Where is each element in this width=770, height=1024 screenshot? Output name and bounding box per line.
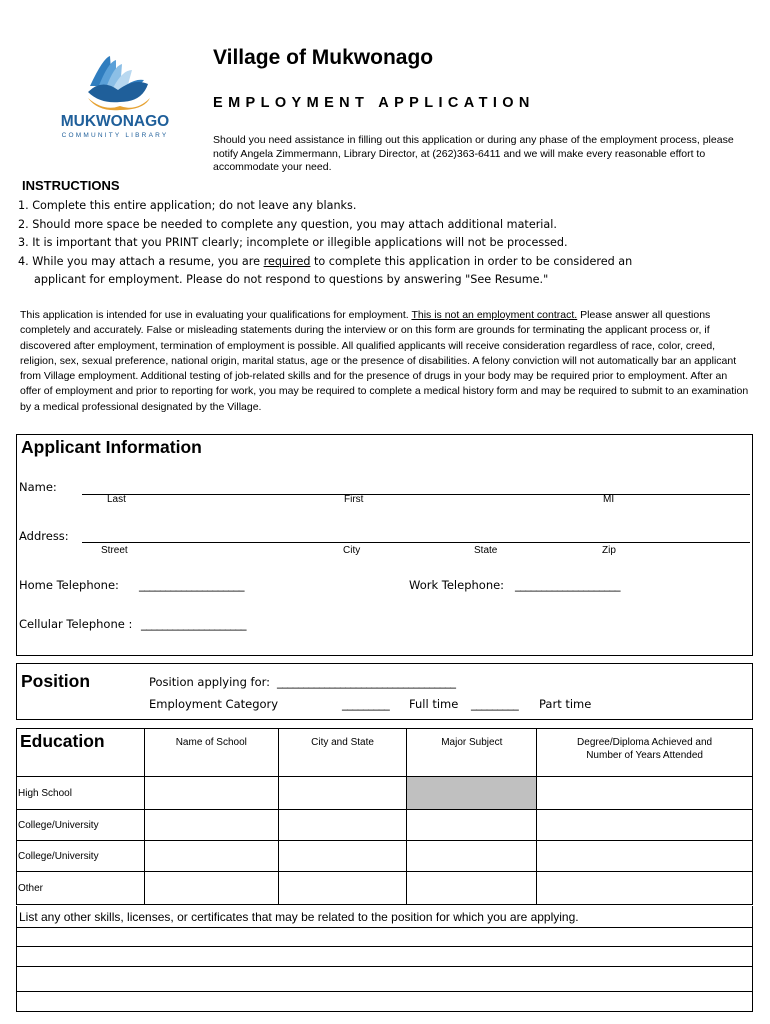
form-subtitle: EMPLOYMENT APPLICATION bbox=[213, 95, 535, 111]
table-cell[interactable] bbox=[278, 810, 407, 841]
row-label: College/University bbox=[17, 810, 145, 841]
table-cell[interactable] bbox=[407, 872, 537, 905]
name-label: Name: bbox=[19, 480, 57, 494]
position-applying-label: Position applying for: bbox=[149, 675, 271, 689]
cell-phone-label: Cellular Telephone : bbox=[19, 617, 133, 631]
education-heading: Education bbox=[20, 731, 105, 751]
table-cell[interactable] bbox=[278, 872, 407, 905]
part-time-label: Part time bbox=[539, 697, 592, 711]
table-cell[interactable] bbox=[537, 777, 753, 810]
last-name-caption: Last bbox=[107, 494, 126, 505]
table-row bbox=[17, 841, 753, 872]
intent-paragraph: This application is intended for use in evaluating your qualifications for employment. This is not an employment contract. Please answer all questions completely and accurately. False or misleading statements during the interview or on this form are grounds for terminating the applicant process or, if discovered after employment, termination of employment is possible. All qualified applicants will receive consideration regardless of race, color, creed, religion, sex, sexual preference, national origin, marital status, age or the presence of disabilities. A felony conviction will not automatically bar an applicant from Village employment. Additional testing of job-related skills and for the presence of drugs in your body may be required prior to employment. After an offer of employment and prior to reporting for work, you may be required to complete a medical history form and may be required to submit to an examination by a medical professional designated by the Village. bbox=[20, 309, 749, 413]
instruction-item: 1. Complete this entire application; do not leave any blanks. bbox=[18, 199, 357, 212]
skills-label: List any other skills, licenses, or certificates that may be related to the position for which you are applying. bbox=[19, 910, 579, 924]
table-cell[interactable] bbox=[278, 841, 407, 872]
street-caption: Street bbox=[101, 545, 128, 556]
name-input-line[interactable] bbox=[82, 494, 750, 495]
home-phone-input[interactable]: ____________________ bbox=[139, 578, 244, 592]
table-row bbox=[17, 872, 753, 905]
skills-input-line[interactable] bbox=[17, 966, 752, 967]
instruction-item-cont: applicant for employment. Please do not respond to questions by answering "See Resume." bbox=[34, 273, 549, 286]
instructions-heading: INSTRUCTIONS bbox=[22, 178, 120, 193]
instruction-item: 2. Should more space be needed to complete any question, you may attach additional material. bbox=[18, 217, 557, 231]
city-caption: City bbox=[343, 545, 361, 556]
part-time-input[interactable]: _________ bbox=[471, 697, 519, 711]
library-logo bbox=[48, 48, 184, 140]
column-header: Name of School bbox=[144, 729, 278, 777]
row-label: Other bbox=[17, 872, 145, 905]
table-cell[interactable] bbox=[407, 841, 537, 872]
full-time-input[interactable]: _________ bbox=[342, 697, 390, 711]
position-heading: Position bbox=[21, 671, 91, 691]
row-label: High School bbox=[17, 777, 145, 810]
mi-caption: MI bbox=[603, 494, 615, 505]
table-row bbox=[17, 777, 753, 810]
book-logo-icon bbox=[48, 48, 184, 140]
instruction-item: 4. While you may attach a resume, you are required to complete this application in order to be considered an bbox=[18, 254, 633, 268]
column-header: Major Subject bbox=[407, 729, 537, 777]
table-cell[interactable] bbox=[144, 841, 278, 872]
column-header: Degree/Diploma Achieved and Number of Years Attended bbox=[537, 729, 753, 777]
table-cell[interactable] bbox=[537, 810, 753, 841]
table-row bbox=[17, 810, 753, 841]
skills-input-line[interactable] bbox=[17, 946, 752, 947]
position-applying-input[interactable]: __________________________________ bbox=[277, 675, 456, 689]
address-label: Address: bbox=[19, 529, 69, 543]
home-phone-label: Home Telephone: bbox=[19, 578, 119, 592]
assistance-note: Should you need assistance in filling out this application or during any phase of the employment process, please notify Angela Zimmermann, Library Director, at (262)363-6411 and we will make every reasonable effort to accommodate your need. bbox=[213, 134, 734, 173]
education-table bbox=[16, 728, 753, 905]
address-input-line[interactable] bbox=[82, 542, 750, 543]
table-cell-shaded bbox=[407, 777, 537, 810]
work-phone-input[interactable]: ____________________ bbox=[515, 578, 620, 592]
skills-input-line[interactable] bbox=[17, 991, 752, 992]
instruction-item: 3. It is important that you PRINT clearly; incomplete or illegible applications will not be processed. bbox=[18, 236, 568, 249]
instructions-list bbox=[18, 197, 758, 290]
svg-text:MUKWONAGO: MUKWONAGO bbox=[60, 113, 170, 130]
employment-category-label: Employment Category bbox=[149, 697, 279, 711]
applicant-info-heading: Applicant Information bbox=[21, 437, 202, 457]
first-name-caption: First bbox=[344, 494, 364, 505]
position-section bbox=[16, 663, 753, 720]
page-title: Village of Mukwonago bbox=[213, 46, 434, 69]
row-label: College/University bbox=[17, 841, 145, 872]
state-caption: State bbox=[474, 545, 498, 556]
full-time-label: Full time bbox=[409, 697, 459, 711]
skills-input-line[interactable] bbox=[17, 927, 752, 928]
work-phone-label: Work Telephone: bbox=[409, 578, 505, 592]
column-header: City and State bbox=[278, 729, 407, 777]
svg-text:COMMUNITY LIBRARY: COMMUNITY LIBRARY bbox=[61, 132, 169, 139]
table-cell[interactable] bbox=[278, 777, 407, 810]
zip-caption: Zip bbox=[602, 545, 616, 556]
table-cell[interactable] bbox=[144, 777, 278, 810]
cell-phone-input[interactable]: ____________________ bbox=[141, 617, 246, 631]
table-cell[interactable] bbox=[407, 810, 537, 841]
table-cell[interactable] bbox=[144, 810, 278, 841]
table-cell[interactable] bbox=[537, 872, 753, 905]
table-cell[interactable] bbox=[144, 872, 278, 905]
table-cell[interactable] bbox=[537, 841, 753, 872]
